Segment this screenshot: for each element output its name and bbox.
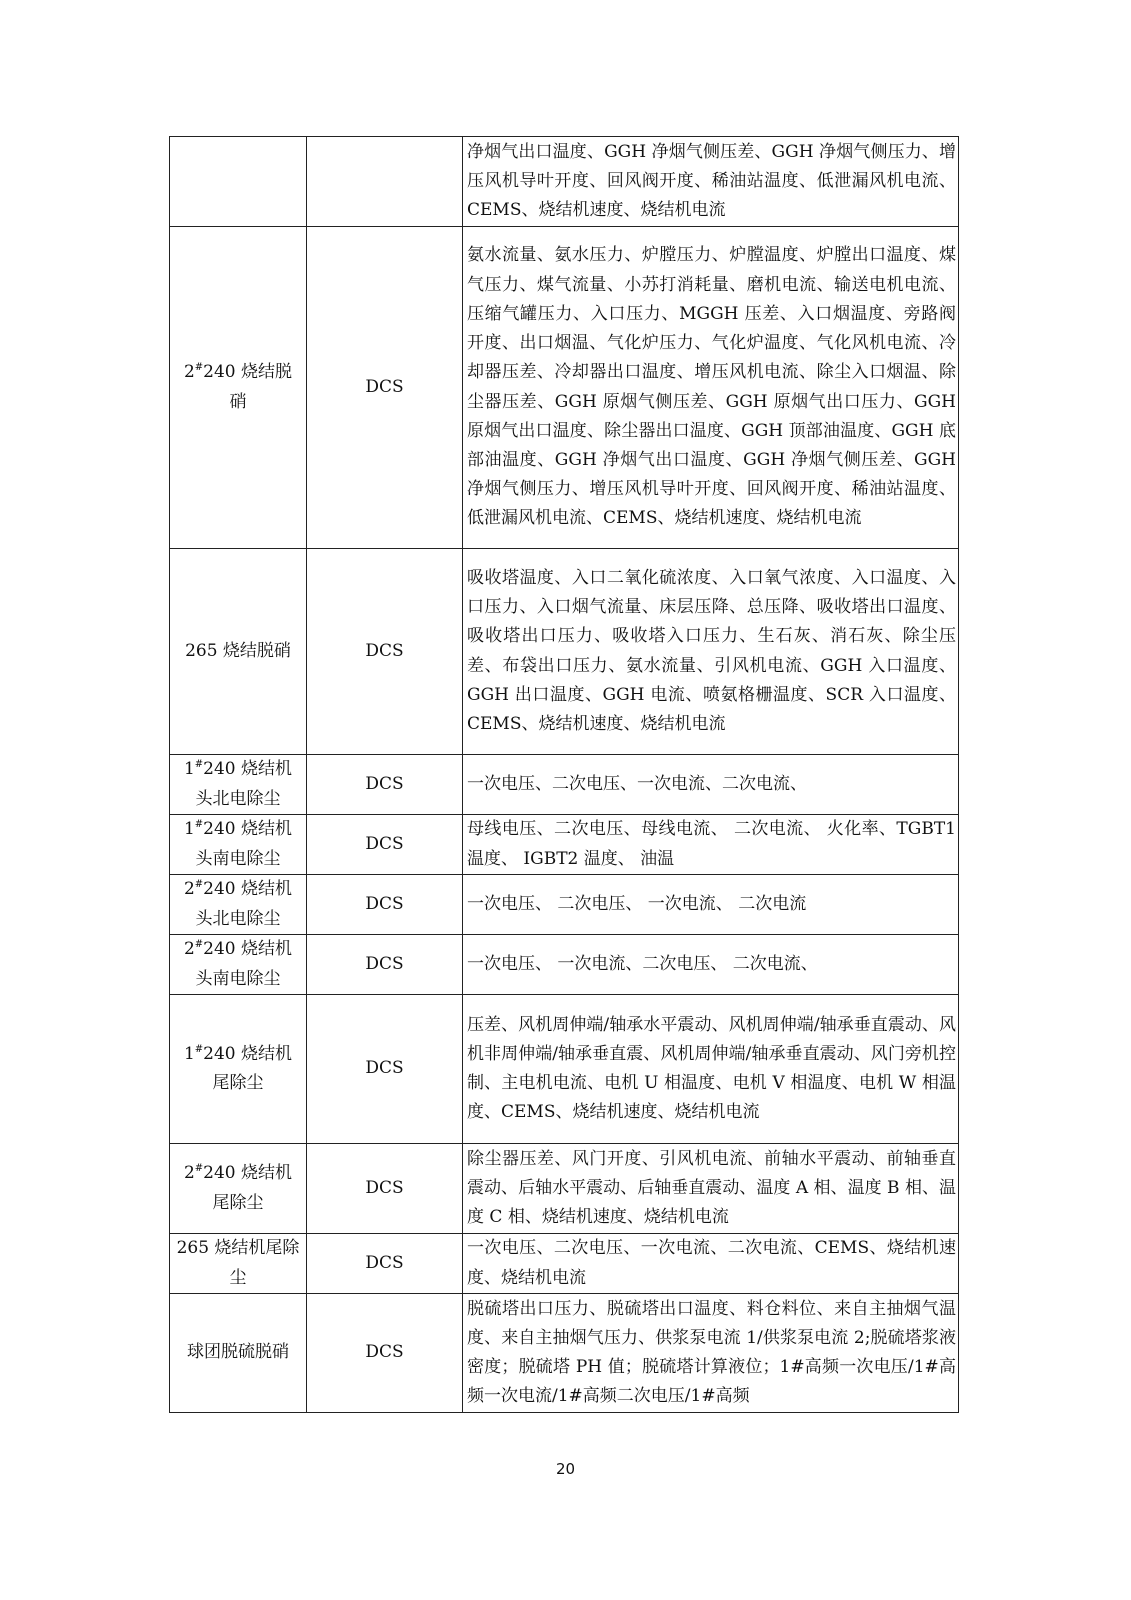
equipment-name-sup: #	[194, 362, 204, 374]
equipment-name: 240 烧结机尾除尘	[203, 1043, 293, 1093]
table-row	[170, 549, 959, 755]
page-number: 20	[555, 1460, 576, 1478]
parameters-cell: 氨水流量、氨水压力、炉膛压力、炉膛温度、炉膛出口温度、煤气压力、煤气流量、小苏打消耗量、磨机电流、输送电机电流、压缩气罐压力、入口压力、MGGH 压差、入口烟温度、旁路阀开度、出口烟温、气化炉压力、气化炉温度、气化风机电流、冷却器压差、冷却器出口温度、增压风机电流、除尘入口烟温、除尘器压差、GGH 原烟气侧压差、GGH 原烟气出口压力、GGH 原烟气出口温度、除尘器出口温度、GGH 顶部油温度、GGH 底部油温度、GGH 净烟气出口温度、GGH 净烟气侧压差、GGH 净烟气侧压力、增压风机导叶开度、回风阀开度、稀油站温度、低泄漏风机电流、CEMS、烧结机速度、烧结机电流	[463, 227, 959, 549]
equipment-cell	[170, 755, 307, 815]
equipment-name-number: 2	[183, 1163, 195, 1184]
parameters-cell: 一次电压、 二次电压、 一次电流、 二次电流	[463, 875, 959, 935]
table-row	[170, 1144, 959, 1234]
equipment-name-number: 1	[183, 1043, 195, 1064]
equipment-name: 球团脱硫脱硝	[187, 1342, 289, 1363]
parameters-cell: 母线电压、二次电压、母线电流、 二次电流、 火化率、TGBT1 温度、 IGBT2 温度、 油温	[463, 815, 959, 875]
table-row	[170, 1294, 959, 1413]
system-cell: DCS	[307, 995, 463, 1144]
system-cell: DCS	[307, 755, 463, 815]
equipment-name: 240 烧结机头南电除尘	[195, 819, 293, 869]
equipment-cell	[170, 1294, 307, 1413]
data-table	[169, 136, 959, 1413]
equipment-name: 265 烧结脱硝	[185, 640, 291, 661]
equipment-name: 240 烧结脱硝	[203, 362, 293, 412]
table-row	[170, 137, 959, 227]
table-row	[170, 755, 959, 815]
parameters-cell: 一次电压、二次电压、一次电流、二次电流、	[463, 755, 959, 815]
system-cell: DCS	[307, 815, 463, 875]
system-cell: DCS	[307, 1234, 463, 1294]
system-cell	[307, 137, 463, 227]
table-body	[170, 137, 959, 1413]
table-row	[170, 995, 959, 1144]
system-cell: DCS	[307, 875, 463, 935]
system-cell: DCS	[307, 1144, 463, 1234]
equipment-cell	[170, 1144, 307, 1234]
equipment-cell	[170, 935, 307, 995]
table-row	[170, 1234, 959, 1294]
equipment-name-number: 2	[183, 879, 195, 900]
system-cell: DCS	[307, 1294, 463, 1413]
equipment-name: 240 烧结机头南电除尘	[195, 939, 293, 989]
equipment-name-sup: #	[194, 1163, 204, 1175]
table-row	[170, 935, 959, 995]
equipment-cell	[170, 549, 307, 755]
system-cell: DCS	[307, 549, 463, 755]
parameters-cell: 压差、风机周伸端/轴承水平震动、风机周伸端/轴承垂直震动、风机非周伸端/轴承垂直震、风机周伸端/轴承垂直震动、风门旁机控制、主电机电流、电机 U 相温度、电机 V 相温度、电机 W 相温度、CEMS、烧结机速度、烧结机电流	[463, 995, 959, 1144]
parameters-cell: 除尘器压差、风门开度、引风机电流、前轴水平震动、前轴垂直震动、后轴水平震动、后轴垂直震动、温度 A 相、温度 B 相、温度 C 相、烧结机速度、烧结机电流	[463, 1144, 959, 1234]
equipment-name-sup: #	[194, 1043, 204, 1055]
equipment-name-number: 2	[183, 362, 195, 383]
table-row	[170, 815, 959, 875]
equipment-cell	[170, 137, 307, 227]
parameters-cell: 吸收塔温度、入口二氧化硫浓度、入口氧气浓度、入口温度、入口压力、入口烟气流量、床层压降、总压降、吸收塔出口温度、吸收塔出口压力、吸收塔入口压力、生石灰、消石灰、除尘压差、布袋出口压力、氨水流量、引风机电流、GGH 入口温度、GGH 出口温度、GGH 电流、喷氨格栅温度、SCR 入口温度、CEMS、烧结机速度、烧结机电流	[463, 549, 959, 755]
equipment-name-number: 1	[183, 759, 195, 780]
table-row	[170, 875, 959, 935]
system-cell: DCS	[307, 227, 463, 549]
equipment-cell	[170, 875, 307, 935]
equipment-cell	[170, 1234, 307, 1294]
equipment-cell	[170, 995, 307, 1144]
system-cell: DCS	[307, 935, 463, 995]
parameters-cell: 一次电压、二次电压、一次电流、二次电流、CEMS、烧结机速度、烧结机电流	[463, 1234, 959, 1294]
equipment-name: 265 烧结机尾除尘	[176, 1238, 300, 1288]
equipment-name-sup: #	[194, 879, 204, 891]
parameters-cell: 净烟气出口温度、GGH 净烟气侧压差、GGH 净烟气侧压力、增压风机导叶开度、回风阀开度、稀油站温度、低泄漏风机电流、CEMS、烧结机速度、烧结机电流	[463, 137, 959, 227]
equipment-name: 240 烧结机尾除尘	[203, 1163, 293, 1213]
equipment-name: 240 烧结机头北电除尘	[195, 759, 293, 809]
equipment-cell	[170, 227, 307, 549]
parameters-cell: 脱硫塔出口压力、脱硫塔出口温度、料仓料位、来自主抽烟气温度、来自主抽烟气压力、供浆泵电流 1/供浆泵电流 2;脱硫塔浆液密度；脱硫塔 PH 值；脱硫塔计算液位；1#高频一次电压/1#高频一次电流/1#高频二次电压/1#高频	[463, 1294, 959, 1413]
equipment-name-number: 2	[183, 939, 195, 960]
equipment-name-number: 1	[183, 819, 195, 840]
equipment-name: 240 烧结机头北电除尘	[195, 879, 293, 929]
equipment-name-sup: #	[194, 939, 204, 951]
equipment-name-sup: #	[194, 759, 204, 771]
equipment-cell	[170, 815, 307, 875]
parameters-cell: 一次电压、 一次电流、二次电压、 二次电流、	[463, 935, 959, 995]
table-row	[170, 227, 959, 549]
equipment-name-sup: #	[194, 819, 204, 831]
